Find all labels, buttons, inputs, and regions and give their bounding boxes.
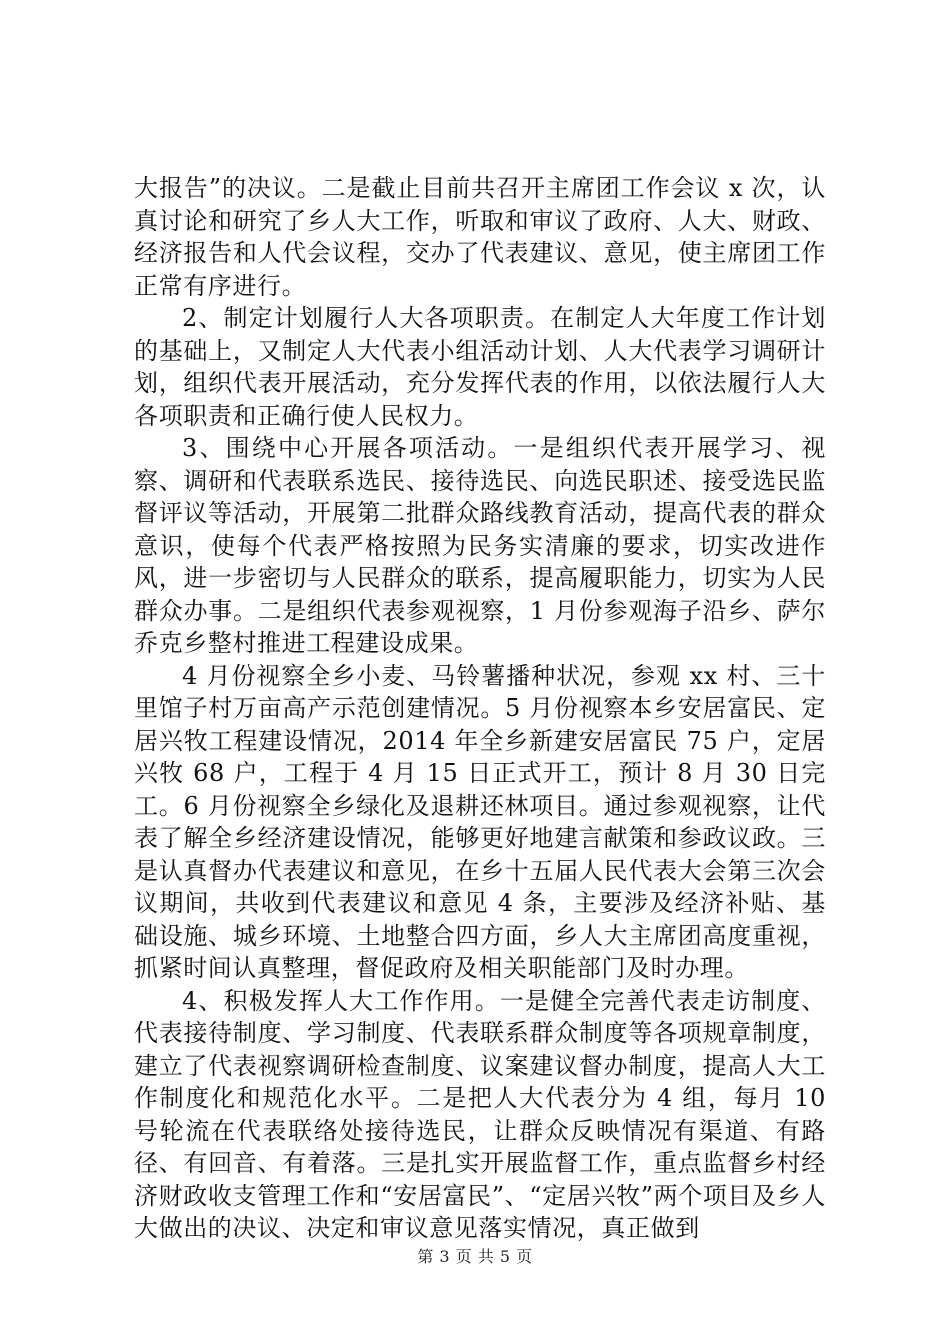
page-number-label: 第 3 页 共 5 页 bbox=[417, 1247, 533, 1266]
paragraph-5: 4、积极发挥人大工作作用。一是健全完善代表走访制度、代表接待制度、学习制度、代表联系群众制度等各项规章制度，建立了代表视察调研检查制度、议案建议督办制度，提高人大工作制度化和规范化水平。二是把人大代表分为 4 组，每月 10 号轮流在代表联络处接待选民，让群众反映情况有渠道、有路径、有回音、有着落。三是扎实开展监督工作，重点监督乡村经济财政收支管理工作和“安居富民”、“定居兴牧”两个项目及乡人大做出的决议、决定和审议意见落实情况，真正做到 bbox=[134, 986, 826, 1242]
page-footer bbox=[0, 1244, 950, 1267]
paragraph-2: 2、制定计划履行人大各项职责。在制定人大年度工作计划的基础上，又制定人大代表小组活动计划、人大代表学习调研计划，组织代表开展活动，充分发挥代表的作用，以依法履行人大各项职责和正确行使人民权力。 bbox=[134, 304, 826, 430]
paragraph-3: 3、围绕中心开展各项活动。一是组织代表开展学习、视察、调研和代表联系选民、接待选民、向选民职述、接受选民监督评议等活动，开展第二批群众路线教育活动，提高代表的群众意识，使每个代表严格按照为民务实清廉的要求，切实改进作风，进一步密切与人民群众的联系，提高履职能力，切实为人民群众办事。二是组织代表参观视察，1 月份参观海子沿乡、萨尔乔克乡整村推进工程建设成果。 bbox=[134, 434, 826, 657]
paragraph-1: 大报告”的决议。二是截止目前共召开主席团工作会议 x 次，认真讨论和研究了乡人大工作，听取和审议了政府、人大、财政、经济报告和人代会议程，交办了代表建议、意见，使主席团工作正常有序进行。 bbox=[134, 174, 826, 300]
paragraph-4: 4 月份视察全乡小麦、马铃薯播种状况，参观 xx 村、三十里馆子村万亩高产示范创建情况。5 月份视察本乡安居富民、定居兴牧工程建设情况，2014 年全乡新建安居富民 75 户，定居兴牧 68 户，工程于 4 月 15 日正式开工，预计 8 月 30 日完工。6 月份视察全乡绿化及退耕还林项目。通过参观视察，让代表了解全乡经济建设情况，能够更好地建言献策和参政议政。三是认真督办代表建议和意见，在乡十五届人民代表大会第三次会议期间，共收到代表建议和意见 4 条，主要涉及经济补贴、基础设施、城乡环境、土地整合四方面，乡人大主席团高度重视，抓紧时间认真整理，督促政府及相关职能部门及时办理。 bbox=[134, 661, 826, 982]
document-body bbox=[134, 172, 826, 1245]
